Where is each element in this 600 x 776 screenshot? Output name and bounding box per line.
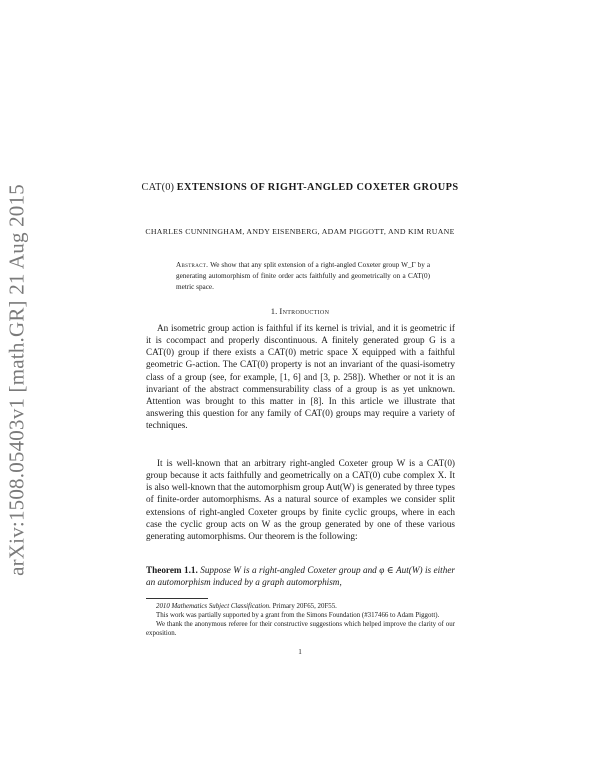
- section-heading: [140, 306, 460, 316]
- theorem-statement: Suppose W is a right-angled Coxeter group and φ ∈ Aut(W) is either an automorphism induced by a graph automorphism,: [146, 565, 455, 588]
- title-main: EXTENSIONS OF RIGHT-ANGLED COXETER GROUPS: [176, 182, 459, 193]
- abstract: [176, 260, 430, 293]
- footnote-divider: [146, 598, 208, 599]
- footnote-thanks: We thank the anonymous referee for their constructive suggestions which helped improve the clarity of our exposition.: [146, 621, 455, 638]
- theorem-1-1: [146, 564, 455, 588]
- section-number: 1.: [270, 306, 278, 316]
- arxiv-identifier-stamp: [4, 140, 30, 620]
- footnote-funding: This work was partially supported by a grant from the Simons Foundation (#317466 to Adam Piggott).: [156, 612, 440, 620]
- title-prefix: CAT(0): [141, 182, 175, 193]
- intro-paragraph-2: [146, 457, 455, 542]
- msc-label: 2010 Mathematics Subject Classification.: [156, 603, 271, 610]
- arxiv-stamp-text: arXiv:1508.05403v1 [math.GR] 21 Aug 2015: [4, 184, 29, 576]
- msc-codes: Primary 20F65, 20F55.: [272, 603, 337, 610]
- paragraph-text: An isometric group action is faithful if its kernel is trivial, and it is geometric if it is cocompact and properly discontinuous. A finitely generated group G is a CAT(0) group if there exists a CAT(0) metric space X equipped with a faithful geometric G-action. The CAT(0) property is not an invariant of the quasi-isometry class of a group (see, for example, [1, 6] and [3, p. 258]). Whether or not it is an invariant of the abstract commensurability class of a group is as yet unknown. Attention was brought to this matter in [8]. In this article we illustrate that answering this question for any family of CAT(0) groups may require a variety of techniques.: [146, 323, 455, 431]
- author-list: CHARLES CUNNINGHAM, ANDY EISENBERG, ADAM PIGGOTT, AND KIM RUANE: [145, 227, 455, 236]
- paper-title: [140, 181, 460, 195]
- abstract-text: We show that any split extension of a right-angled Coxeter group W_Γ by a generating automorphism of finite order acts faithfully and geometrically on a CAT(0) metric space.: [176, 261, 431, 291]
- footnotes: [146, 602, 455, 638]
- theorem-label: Theorem 1.1.: [146, 565, 198, 575]
- intro-paragraph-1: [146, 322, 455, 431]
- footnote-msc: [146, 602, 455, 611]
- abstract-label: Abstract.: [176, 261, 209, 269]
- section-title: Introduction: [279, 306, 330, 316]
- paragraph-text: It is well-known that an arbitrary right-angled Coxeter group W is a CAT(0) group because it acts faithfully and geometrically on a CAT(0) cube complex X. It is also well-known that the automorphism group Aut(W) is generated by three types of finite-order automorphisms. As a natural source of examples we consider split extensions of right-angled Coxeter groups by finite cyclic groups, where in each case the cyclic group acts on W as the group generated by one of these various generating automorphisms. Our theorem is the following:: [146, 458, 455, 541]
- page-number: 1: [298, 648, 302, 656]
